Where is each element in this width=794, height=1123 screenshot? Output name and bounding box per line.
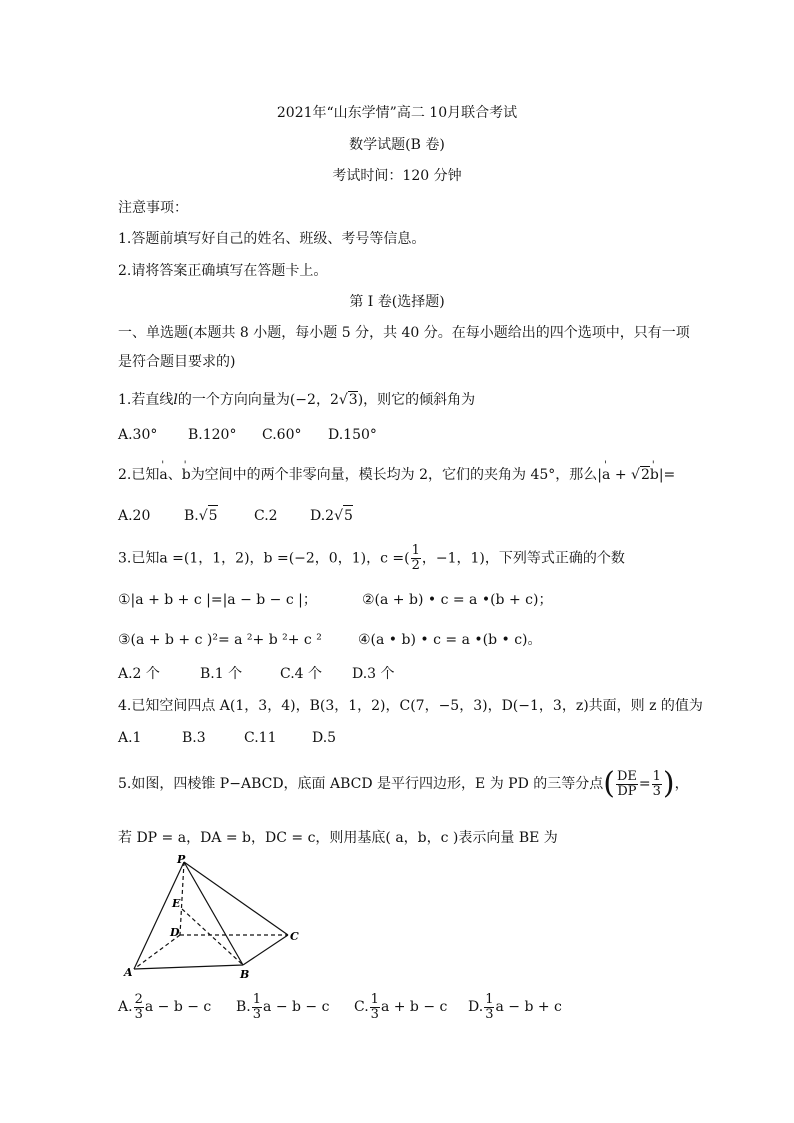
q2-sqrt: 2 — [640, 467, 650, 483]
q3-c-num: 1 — [411, 543, 420, 558]
q5-ratio-frac — [616, 770, 638, 799]
q3-option-a: A.2 个 — [118, 666, 160, 682]
q2-vec-b2: ' b — [650, 467, 659, 483]
q3-c-den: 2 — [411, 558, 420, 573]
question-4: 4.已知空间四点 A(1，3，4)，B(3，1，2)，C(7，−5，3)，D(−1，3，z)共面，则 z 的值为 — [118, 698, 703, 714]
segment-eb — [182, 909, 243, 965]
edge-pb — [184, 862, 243, 965]
q1-option-b: B.120° — [188, 427, 237, 443]
question-2: 2.已知' a、' b为空间中的两个非零向量，模长均为 2，它们的夹角为 45°，那么|' a + √2' b|= — [118, 465, 675, 485]
label-p: P — [177, 853, 186, 866]
q2-option-d: D.2 — [310, 508, 335, 524]
q5-option-c: C. $\frac{1}{3}$ a + b − c — [354, 991, 448, 1022]
q5-value-frac — [652, 770, 662, 799]
q5-val-den: 3 — [652, 783, 661, 799]
q2-pre: 2.已知 — [118, 467, 160, 483]
edge-pa — [134, 862, 184, 969]
q5-option-a: A. $\frac{2}{3}$ a − b − c — [118, 991, 212, 1022]
section-intro-2: 是符合题目要求的) — [118, 354, 236, 370]
pyramid-figure — [120, 852, 320, 982]
q3-item-4: ④(a • b) • c = a •(b • c)。 — [358, 632, 542, 648]
q2-option-b: B. — [184, 508, 199, 524]
q3-option-b: B.1 个 — [200, 666, 243, 682]
q3-c-pre: c =( — [380, 550, 410, 567]
edge-pc — [184, 862, 288, 935]
q2-vec-a: ' a — [159, 467, 167, 483]
q1-option-a: A.30° — [118, 427, 158, 443]
q5-comma: ， — [674, 776, 689, 792]
q4-option-c: C.11 — [244, 730, 277, 746]
section-intro-1: 一、单选题(本题共 8 小题，每小题 5 分，共 40 分。在每小题给出的四个选项中，只有一项 — [118, 325, 690, 341]
q3-option-c: C.4 个 — [280, 666, 323, 682]
q4-option-b: B.3 — [182, 730, 206, 746]
q1-mid: 的一个方向向量为(−2，2 — [177, 392, 339, 408]
q5-option-d: D. $\frac{1}{3}$ a − b + c — [468, 991, 562, 1022]
q1-option-d: D.150° — [328, 427, 377, 443]
q3-option-d: D.3 个 — [352, 666, 395, 682]
q5-line2: 若 DP = a，DA = b，DC = c，则用基底( a，b，c )表示向量 BE 为 — [118, 830, 558, 846]
q1-l: l — [173, 392, 178, 408]
q3-item-2: ②(a + b) • c = a •(b + c)； — [362, 592, 553, 608]
label-c: C — [290, 930, 299, 943]
label-a: A — [124, 966, 133, 979]
exam-subtitle: 数学试题(B 卷) — [349, 137, 445, 153]
q4-options — [118, 728, 336, 748]
q5-frac-num: DE — [616, 768, 637, 784]
q2-mid: 为空间中的两个非零向量，模长均为 2，它们的夹角为 45°，那么| — [190, 467, 603, 483]
q3-b-def: b =(−2，0，1)， — [263, 550, 381, 567]
exam-title: 2021年“山东学情”高二 10月联合考试 — [276, 105, 518, 121]
q3-c-post: ，−1，1)，下列等式正确的个数 — [421, 550, 625, 567]
q4-option-d: D.5 — [312, 730, 337, 746]
edge-bc — [243, 935, 288, 965]
q2-vec-a2: ' a — [602, 467, 610, 483]
q2-option-b-sqrt: 5 — [208, 505, 218, 526]
q3-item-3: ③(a + b + c )²= a ²+ b ²+ c ² — [118, 632, 322, 648]
note-item-1: 1.答题前填写好自己的姓名、班级、考号等信息。 — [118, 231, 426, 247]
q3-c-frac — [411, 544, 421, 573]
q1-pre: 1.若直线 — [118, 392, 174, 408]
q3-item-1: ①|a + b + c |=|a − b − c |； — [118, 592, 317, 608]
edge-pd — [180, 862, 184, 935]
question-5-line-1: 5.如图，四棱锥 P−ABCD，底面 ABCD 是平行四边形，E 为 PD 的三等分点( $\frac{DE}{DP}$ = $\frac{1}{3}$ )， — [118, 766, 689, 801]
label-d: D — [170, 926, 180, 939]
edge-ab — [134, 965, 243, 969]
notes-heading: 注意事项： — [118, 200, 188, 216]
question-3 — [118, 544, 625, 573]
q3-pre: 3.已知 — [118, 550, 160, 567]
q2-post: |= — [658, 467, 676, 483]
q5-frac-den: DP — [617, 783, 637, 799]
section-title: 第 I 卷(选择题) — [349, 294, 445, 310]
q2-option-c: C.2 — [254, 508, 278, 524]
q1-post: )，则它的倾斜角为 — [357, 392, 476, 408]
q2-option-d-sqrt: 5 — [343, 505, 353, 526]
edge-da — [134, 935, 180, 969]
q2-option-a: A.20 — [118, 508, 151, 524]
q5-line1: 5.如图，四棱锥 P−ABCD，底面 ABCD 是平行四边形，E 为 PD 的三等分点 — [118, 776, 604, 792]
q2-plus: + — [610, 467, 632, 483]
q3-options — [118, 664, 395, 684]
q2-vec-b: ' b — [182, 467, 191, 483]
q1-sqrt: 3 — [348, 392, 358, 408]
q5-val-num: 1 — [652, 768, 661, 784]
q5-eq: = — [638, 776, 651, 792]
label-b: B — [240, 968, 250, 981]
q2-options: A.20 B.√5 C.2 D.2√5 — [118, 505, 353, 526]
q2-sep: 、 — [167, 467, 182, 483]
label-e: E — [172, 897, 181, 910]
q5-option-b: B. $\frac{1}{3}$ a − b − c — [236, 991, 330, 1022]
q4-option-a: A.1 — [118, 730, 142, 746]
q5-options — [118, 990, 562, 1024]
q1-option-c: C.60° — [262, 427, 302, 443]
exam-time: 考试时间：120 分钟 — [332, 168, 462, 184]
note-item-2: 2.请将答案正确填写在答题卡上。 — [118, 263, 328, 279]
question-1: 1.若直线l的一个方向向量为(−2，2√3)，则它的倾斜角为 — [118, 392, 476, 408]
q1-options — [118, 425, 377, 445]
q3-a-def: a =(1，1，2)， — [159, 550, 264, 567]
